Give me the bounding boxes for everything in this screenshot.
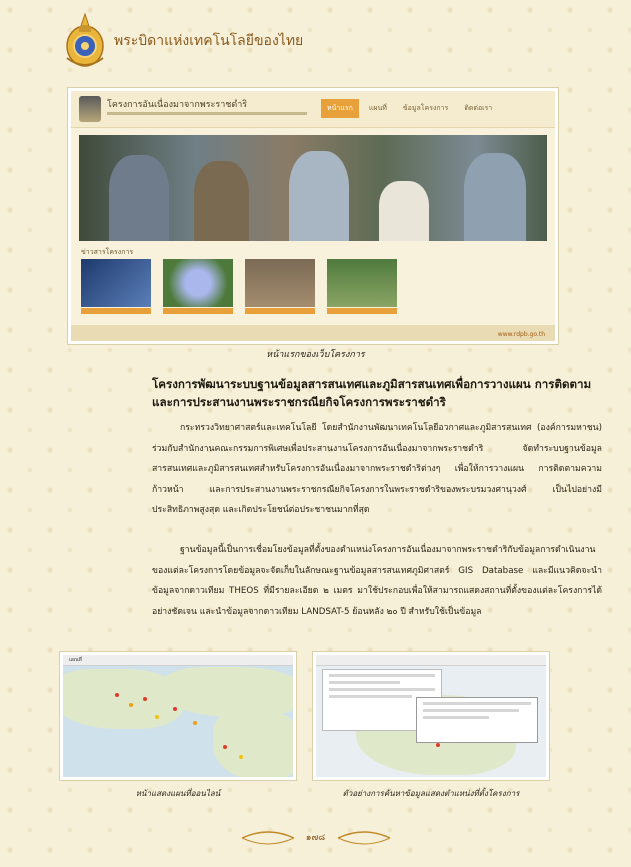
map-pin-icon: [155, 715, 159, 719]
site-subtitle-line: [107, 112, 307, 115]
site-footer-link: www.rdpb.go.th: [497, 331, 545, 338]
site-header: [71, 91, 555, 128]
map-pin-icon: [223, 745, 227, 749]
royal-emblem-icon: [62, 12, 108, 70]
article-paragraph-1: กระทรวงวิทยาศาสตร์และเทคโนโลยี โดยสำนักงานพัฒนาเทคโนโลยีอวกาศและภูมิสารสนเทศ (องค์การมหาชน) ร่วมกับสำนักงานคณะกรรมการพิเศษเพื่อประสานงานโครงการอันเนื่องมาจากพระราชดำริ จัดทำระบบฐานข้อมูลสารสนเทศและภูมิสารสนเทศสำหรับโครงการอันเนื่องมาจากพระราชดำริต่างๆ เพื่อให้การวางแผน การติดตามความก้าวหน้า และการประสานงานพระราชกรณียกิจโครงการในพระราชดำริของพระบรมวงศานุวงศ์ เป็นไปอย่างมีประสิทธิภาพสูงสุด และเกิดประโยชน์ต่อประชาชนมากที่สุด: [152, 423, 602, 515]
map-toolbar: [316, 655, 546, 666]
site-nav: [321, 99, 498, 118]
map-toolbar: [63, 655, 293, 666]
online-map-screenshot: [60, 652, 296, 780]
map-land: [213, 710, 293, 777]
site-nav-contact: ติดต่อเรา: [464, 104, 493, 112]
site-hero-photo: [79, 135, 547, 241]
website-screenshot: [68, 88, 558, 344]
article-paragraph-2: ฐานข้อมูลนี้เป็นการเชื่อมโยงข้อมูลที่ตั้งของตำแหน่งโครงการอันเนื่องมาจากพระราชดำริกับข้อมูลการดำเนินงานของแต่ละโครงการโดยข้อมูลจะจัดเก็บในลักษณะฐานข้อมูลสารสนเทศภูมิศาสตร์ GIS Database และมีแนวคิดจะนำข้อมูลจากดาวเทียม THEOS ที่มีรายละเอียด ๒ เมตร มาใช้ประกอบเพื่อให้สามารถแสดงสถานที่ตั้งของแต่ละโครงการได้อย่างชัดเจน และนำข้อมูลจากดาวเทียม LANDSAT-5 ย้อนหลัง ๒๐ ปี สำหรับใช้เป็นข้อมูล: [152, 545, 602, 617]
map-pin-icon: [436, 743, 440, 747]
news-card: [327, 259, 397, 314]
search-map-screenshot: [313, 652, 549, 780]
hero-figure: [194, 161, 249, 241]
page-header: [62, 10, 303, 72]
news-card: [163, 259, 233, 314]
news-card: [81, 259, 151, 314]
online-map-caption: หน้าแสดงแผนที่ออนไลน์: [135, 789, 221, 798]
article-heading: โครงการพัฒนาระบบฐานข้อมูลสารสนเทศและภูมิสารสนเทศเพื่อการวางแผน การติดตามและการประสานงานพระราชกรณียกิจโครงการพระราชดำริ: [152, 377, 592, 409]
site-logo: [79, 96, 101, 122]
map-land: [163, 667, 293, 717]
map-pin-icon: [193, 721, 197, 725]
site-nav-info: ข้อมูลโครงการ: [402, 104, 449, 112]
site-news-label: ข่าวสารโครงการ: [81, 248, 134, 256]
map-pin-icon: [129, 703, 133, 707]
page-header-title: พระบิดาแห่งเทคโนโลยีของไทย: [114, 33, 304, 49]
hero-figure: [379, 181, 429, 241]
hero-figure: [464, 153, 526, 241]
site-title: โครงการอันเนื่องมาจากพระราชดำริ: [107, 100, 248, 110]
hero-figure: [289, 151, 349, 241]
search-map-caption: ตัวอย่างการค้นหาข้อมูลแสดงตำแหน่งที่ตั้งโครงการ: [342, 789, 520, 798]
site-nav-map: แผนที่: [368, 104, 387, 112]
site-news-row: [81, 259, 397, 314]
search-map: [316, 655, 546, 777]
info-popup: [416, 697, 538, 743]
map-pin-icon: [115, 693, 119, 697]
hero-figure: [109, 155, 169, 241]
page-number: ๑๗๘: [305, 833, 326, 843]
site-footer: [71, 325, 555, 341]
site-nav-home: หน้าแรก: [321, 99, 359, 118]
news-card: [245, 259, 315, 314]
screenshot-caption: หน้าแรกของเว็บโครงการ: [266, 350, 365, 360]
map-pin-icon: [143, 697, 147, 701]
map-pin-icon: [173, 707, 177, 711]
online-map: [63, 655, 293, 777]
map-toolbar-label: แผนที่: [69, 657, 82, 663]
website-screenshot-content: [71, 91, 555, 341]
map-pin-icon: [239, 755, 243, 759]
